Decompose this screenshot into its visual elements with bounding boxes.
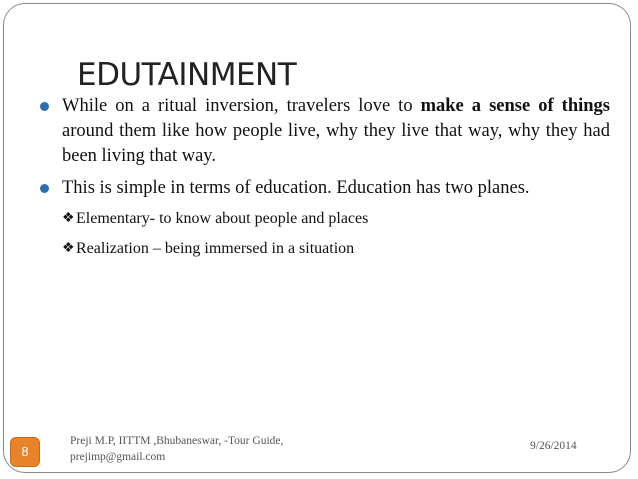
sub-bullet-text: Realization – being immersed in a situation — [76, 240, 355, 257]
bullet-dot-icon — [40, 184, 49, 193]
slide-frame — [3, 3, 631, 473]
slide-title: EDUTAINMENT — [77, 57, 297, 93]
sub-bullet-text: Elementary- to know about people and places — [76, 210, 369, 227]
footer-author: Preji M.P, IITTM ,Bhubaneswar, -Tour Guide, prejimp@gmail.com — [70, 435, 284, 463]
footer-date: 9/26/2014 — [530, 440, 577, 452]
sub-bullet-item — [62, 239, 610, 259]
bullet-text-bold: make a sense of things — [420, 96, 610, 116]
bullet-dot-icon — [40, 102, 49, 111]
slide-content — [40, 94, 610, 259]
diamond-bullet-icon: ❖ — [62, 211, 75, 226]
bullet-item — [40, 94, 610, 169]
sub-bullet-item — [62, 209, 610, 229]
bullet-text-part: around them like how people live, why they live that way, why they had been living that way. — [62, 121, 610, 166]
bullet-text-part: While on a ritual inversion, travelers love to — [62, 96, 421, 116]
diamond-bullet-icon: ❖ — [62, 241, 75, 256]
bullet-text: This is simple in terms of education. Education has two planes. — [62, 178, 530, 198]
page-number-badge: 8 — [10, 437, 40, 467]
bullet-item — [40, 176, 610, 201]
